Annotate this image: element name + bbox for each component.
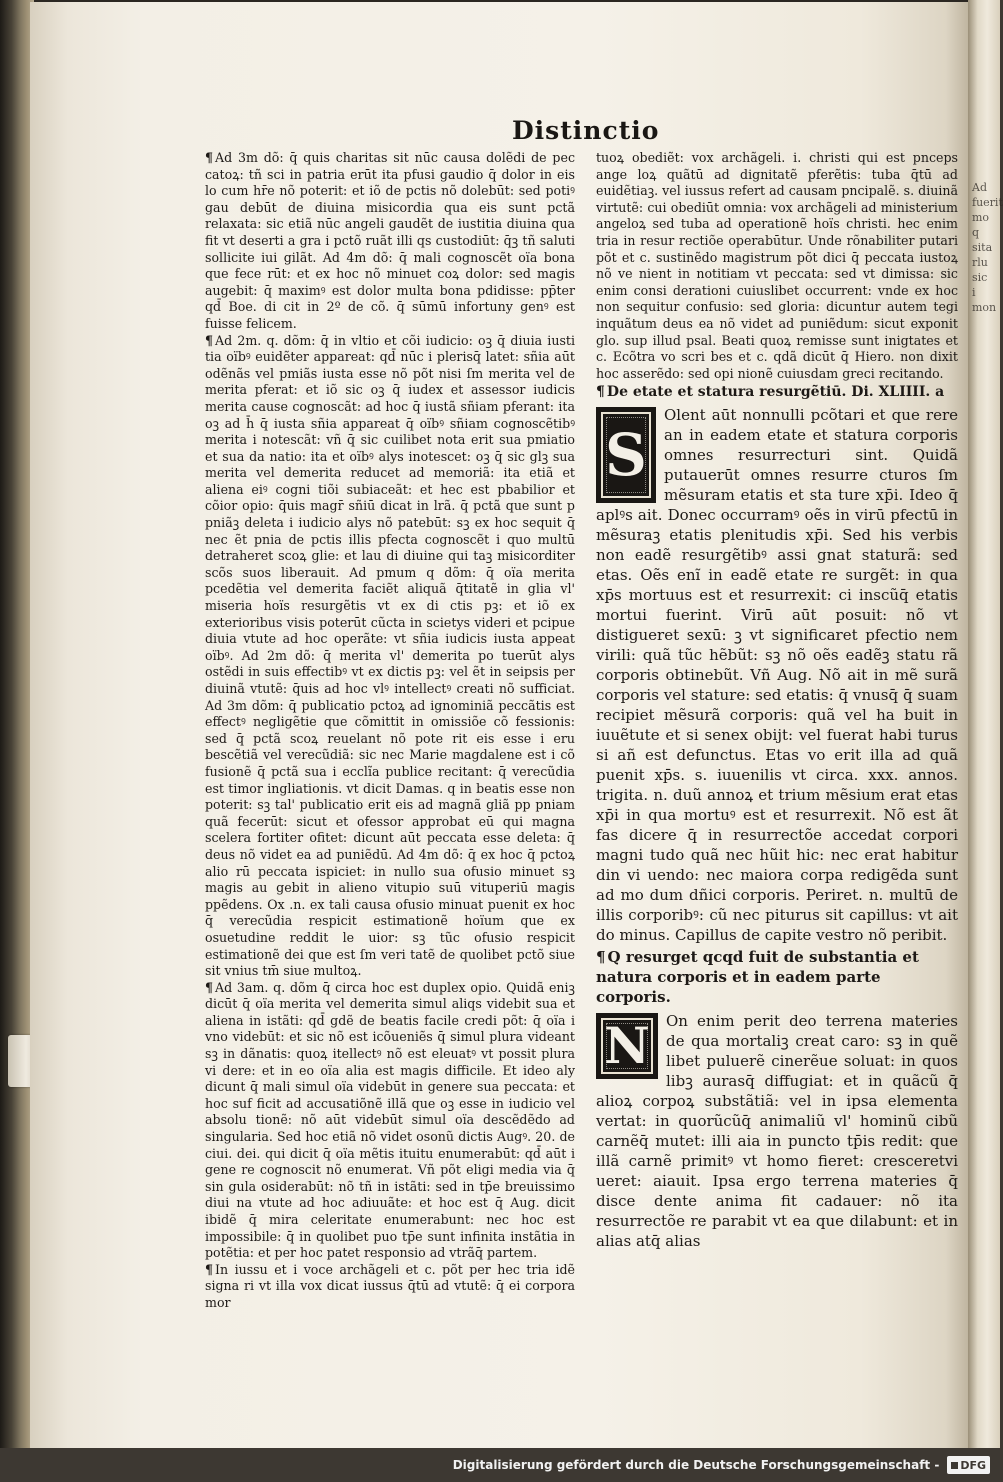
left-paragraph-2: ¶ Ad 2m. q. dõm: q̄ in vltio et cõi iudicio: oꝫ q̄ diuia iusti tia oïbꝰ euidẽter appareat: qd̄ nūc i plerisq̄ latet: sñia aūt odẽnãs vel pmiãs iusta esse nõ põt nisi ſm merita vel de merita pferat: et iõ sic oꝫ q̄ iudex et assessor iudicis merita cause cognoscãt: ad hoc q̄ iustã sñiam pferant: ita oꝫ ad h̄ q̄ iusta sñia appareat q̄ oïbꝰ sñiam cognoscẽtibꝰ merita i notescãt: vñ q̄ sic cuilibet nota erit sua pmiatio et sua da natio: ita et oïbꝰ alys inotescet: oꝫ q̄ sic glꝫ sua merita vel demerita reducet ad memoriã: ita etiã et aliena eiꝰ cogni tiõi subiaceãt: et hec est pbabilior et cõior opio: q̄uis magr̄ sñiū dicat in lrã. q̄ pctã que sunt p pniãꝫ deleta i iudicio alys nõ patebūt: sꝫ ex hoc sequit q̄ nec ẽt pnia de pctis illis pfecta cognoscẽt i quo multū detraheret scoꝝ glie: et lau di diuine qui taꝫ misicorditer scõs suos liberauit. Ad pmum q dõm: q̄ oïa merita pcedẽtia vel demerita faciẽt aliquã q̄titatẽ in glia vl' miseria hoïs resurgẽtis vt ex di ctis pꝫ: et iõ ex exterioribus visis poterūt cũcta in scietys videri et pcipue diuia vtute ad hoc operãte: vt sñia iudicis iusta appeat oïbꝰ. Ad 2m dõ: q̄ merita vl' demerita po tuerūt alys ostẽdi in suis effectibꝰ vt ex dictis pꝫ: vel ẽt in seipsis per diuinã vtutẽ: q̄uis ad hoc vlꝰ intellectꝰ creati nõ sufficiat. Ad 3m dõm: q̄ publicatio pctoꝝ ad ignominiã peccãtis est effectꝰ negligẽtie que cõmittit in omissiõe cõ fessionis: sed q̄ pctã scoꝝ reuelant nõ pote rit eis esse i eru bescẽtiã vel verecũdiã: sic nec Marie magdalene est i cõ fusionẽ q̄ pctã sua i ecclĩa publice recitant: q̄ verecũdia est timor ingliationis. vt dicit Damas. q in beatis esse non poterit: sꝫ tal' publicatio erit eis ad magnã gliã pp pniam quã fecerūt: sicut et ofessor approbat eū qui magna scelera fortiter ofitet: dicunt aūt peccata esse deleta: q̄ deus nõ videt ea ad puniẽdū. Ad 4m dõ: q̄ ex hoc q̄ pctoꝝ alio rū peccata ispiciet: in nullo sua ofusio minuet sꝫ magis au gebit in alieno vitupio suū vituperiū magis ppẽdens. Ox .n. ex tali causa ofusio minuat puenit ex hoc q̄ verecũdia respicit estimationẽ hoïum que ex osuetudine reddit le uior: sꝫ tũc ofusio respicit estimationẽ dei que est ſm veri tatẽ de quolibet pctõ siue sit vnius tm̄ siue multoꝝ. [205, 332, 575, 979]
pilcrow-icon: ¶ [205, 332, 214, 348]
left-paragraph-4: ¶ In iussu et i voce archãgeli et c. põt per hec tria idẽ signa ri vt illa vox dicat iussus q̄tū ad vtutẽ: q̄ ei corpora mor [205, 1261, 575, 1310]
right-paragraph-n: On enim perit deo terrena materies de qua mortaliꝫ creat caro: sꝫ in quẽ libet puluerẽ cinerẽue soluat: in quos libꝫ aurasq̄ diffugiat: et in quãcũ q̄ alioꝝ corpoꝝ substãtiã: vel in ipsa elementa vertat: in quorũcũq̄ animaliũ vl' hominũ cibũ carnẽq̄ mutet: illi aia in puncto tp̄is redit: que illã carnẽ primitꝰ vt homo fieret: cresceretvi ueret: aiauit. Ipsa ergo terrena materies q̄ disce dente anima fit cadauer: nõ ita resurrectõe re parabit vt ea que dilabunt: et in alias atq̄ alias [596, 1011, 958, 1250]
footer-bar [0, 1448, 1000, 1482]
footer-credit: Digitalisierung gefördert durch die Deutsche Forschungsgemeinschaft - [452, 1458, 940, 1472]
pilcrow-icon: ¶ [596, 384, 605, 401]
section-heading: ¶ De etate et statura resurgẽtiū. Di. XLIIII. a [596, 384, 945, 401]
left-paragraph-1: ¶ Ad 3m dõ: q̄ quis charitas sit nūc causa dolẽdi de pec catoꝝ: tñ sci in patria erūt ita pfusi gaudio q̄ dolor in eis lo cum hr̄e nõ poterit: et iõ de pctis nõ dolebūt: sed potiꝰ gau debūt de diuina misicordia qua eis sunt pctã relaxata: sic etiã nūc angeli gaudẽt de iustitia diuina qua fit vt deserti a gra i pctõ ruãt illi qs custodiūt: q̄ꝫ tñ saluti sollicite iui gilãt. Ad 4m dõ: q̄ mali cognoscẽt oïa bona que fece rūt: et ex hoc nõ minuet coꝝ dolor: sed magis augebit: q̄ maximꝰ est dolor multa bona pdidisse: pp̄ter qd̄ Boe. di cit in 2º de cõ. q̄ sūmū infortuny genꝰ est fuisse felicem. [205, 150, 575, 331]
next-page-fragment: Ad fuerit mo q sita rlu sic i mon [972, 181, 1003, 314]
running-head: Distinctio [512, 116, 660, 145]
section-heading-2: ¶ Q resurget qcqd fuit de substantia et natura corporis et in eadem parte corporis. [596, 947, 919, 1006]
pilcrow-icon: ¶ [205, 979, 214, 995]
right-paragraph-s: Olent aūt nonnulli pcõtari et que rere an in eadem etate et statura corporis omnes resurrecturi sint. Quidã putauerūt omnes resurre cturos ſm mẽsuram etatis et sta ture xp̄i. Ideo q̄ aplꝰs ait. Donec occurramꝰ oẽs in virū pfectū in mẽsuraꝫ etatis plenitudis xp̄i. Sed his verbis non eadẽ resurgẽtibꝰ assi gnat staturã: sed etas. Oẽs enĩ in eadẽ etate re surgẽt: in qua xp̄s mortuus est et resurrexit: ci inscũq̄ etatis mortui fuerint. Virū aūt posuit: nõ vt distigueret sexū: ꝫ vt significaret pfectio nem virili: quã tũc hẽbũt: sꝫ nõ oẽs eadẽꝫ statu rã corporis obtinebũt. Vñ Aug. Nõ ait in mẽ surã corporis vel stature: sed etatis: q̄ vnusq̄ q̄ suam recipiet mẽsurã corporis: quã vel ha buit in iuuẽtute et si senex obijt: vel fuerat habi turus si añ est defunctus. Etas vo erit illa ad quã puenit xp̄s. s. iuuenilis vt circa. xxx. annos. trigita. n. duũ annoꝝ et trium mẽsium erat etas xp̄i in qua mortuꝰ est et resurrexit. Nõ est ãt fas dicere q̄ in resurrectõe accedat corpori magni tudo quã nec hũit hic: nec erat habitur din vi uendo: nec maiora corpa redigẽda sunt ad mo dum dñici corporis. Periret. n. multū de illis corporibꝰ: cũ nec piturus sit capillus: vt ait do minus. Capillus de capite vestro nõ peribit. [596, 405, 958, 944]
pilcrow-icon: ¶ [205, 1261, 214, 1277]
next-page-edge [968, 0, 1003, 1448]
left-column [205, 150, 575, 1312]
right-continuation: tuoꝝ obediẽt: vox archãgeli. i. christi qui est pnceps ange loꝝ quãtū ad dignitatẽ pferẽtis: tuba q̄tū ad euidẽtiaꝫ. vel iussus refert ad causam pncipalẽ. s. diuinã virtutẽ: cui obediūt omnia: vox archãgeli ad ministerium angeloꝝ sed tuba ad operationẽ hoïs christi. hec enim tria in resur rectiõe operabūtur. Unde rõnabiliter putari põt et c. sustinẽdo magistrum põt dici q̄ peccata iustoꝝ nõ ve nient in notitiam vt peccata: sed vt dimissa: sic enim consi derationi cuiuslibet occurrent: vnde ex hoc non sequitur confusio: sed gloria: dicuntur autem tegi inquãtum deus ea nõ videt ad puniẽdum: sicut exponit glo. sup illud psal. Beati quoꝝ remisse sunt inigtates et c. Ecõtra vo scri bes et c. qdã dicūt q̄ Hiero. non dixit hoc asserẽdo: sed opi nionẽ cuiusdam greci recitando. [596, 150, 958, 381]
pilcrow-icon: ¶ [596, 947, 606, 966]
decorated-initial-s: S [596, 407, 656, 503]
decorated-initial-n: N [596, 1013, 658, 1079]
left-paragraph-3: ¶ Ad 3am. q. dõm q̄ circa hoc est duplex opio. Quidã eniꝫ dicūt q̄ oïa merita vel demerita simul aliqs videbit sua et aliena in istãti: qd̄ gdẽ de beatis facile credi põt: q̄ oïa i vno videbūt: et sic nõ est icõueniẽs q̄ simul plura videant sꝫ in dãnatis: quoꝝ itellectꝰ nõ est eleuatꝰ vt possit plura vi dere: et in eo oïa alia est magis difficile. Et ideo aly dicunt q̄ mali simul oïa videbūt in genere sua peccata: et hoc suf ficit ad accusatiõnẽ illã que oꝫ esse in iudicio vel absolu tionẽ: nõ aūt videbūt simul oïa descẽdẽdo ad singularia. Sed hoc etiã nõ videt osonũ dictis Augꝰ. 20. de ciui. dei. qui dicit q̄ oïa mẽtis ituitu enumerabūt: qd̄ aūt i gene re cognoscit nõ enumerat. Vñ põt eligi media via q̄ sin gula osiderabūt: nõ tñ in istãti: sed in tp̄e breuissimo diui na vtute ad hoc adiuuãte: et hoc est q̄ Aug. dicit ibidẽ q̄ mira celeritate enumerabunt: nec hoc est impossibile: q̄ in quolibet puo tp̄e sunt infinita instãtia in potẽtia: et per hoc patet responsio ad vtrãq̄ partem. [205, 979, 575, 1261]
pilcrow-icon: ¶ [205, 150, 214, 165]
dfg-square-icon [951, 1462, 958, 1469]
section-body-n [596, 1011, 958, 1251]
section-body-s [596, 405, 958, 945]
book-edge-left [0, 0, 34, 1448]
right-column [596, 150, 958, 1251]
dfg-logo: DFG [947, 1456, 990, 1474]
